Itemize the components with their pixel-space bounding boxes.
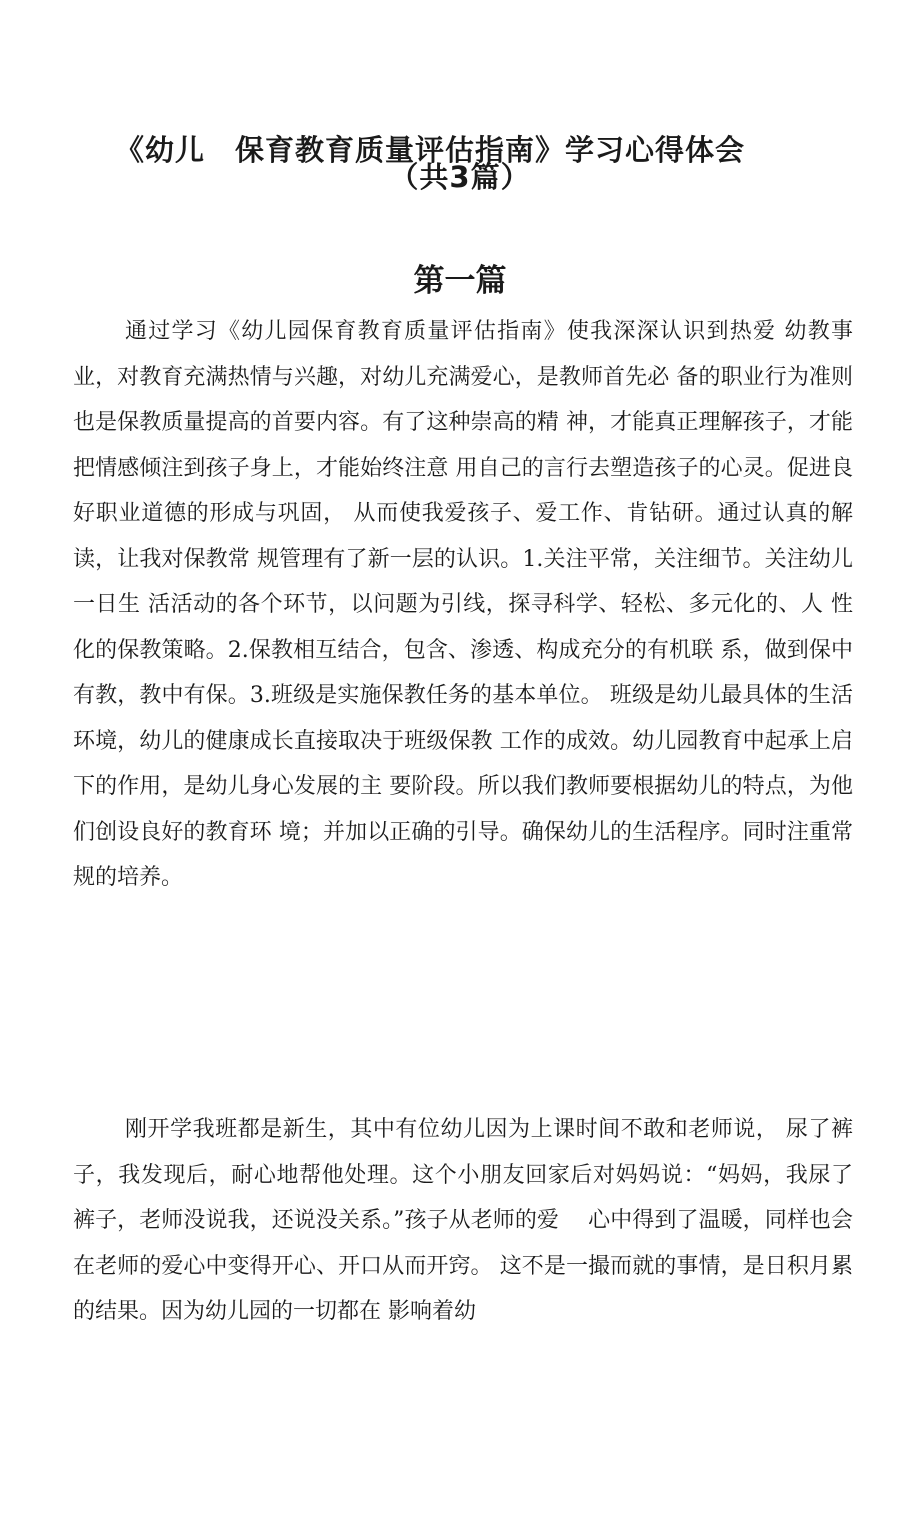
paragraph-1: 通过学习《幼儿园保育教育质量评估指南》使我深深认识到热爱 幼教事业，对教育充满热情与兴趣，对幼儿充满爱心，是教师首先必 备的职业行为准则也是保教质量提高的首要内容。有了这种崇高的精 神，才能真正理解孩子，才能把情感倾注到孩子身上，才能始终注意 用自己的言行去塑造孩子的心灵。促进良好职业道德的形成与巩固， 从而使我爱孩子、爱工作、肯钻研。通过认真的解读，让我对保教常 规管理有了新一层的认识。1.关注平常，关注细节。关注幼儿一日生 活活动的各个环节，以问题为引线，探寻科学、轻松、多元化的、人 性化的保教策略。2.保教相互结合，包含、渗透、构成充分的有机联 系，做到保中有教，教中有保。3.班级是实施保教任务的基本单位。 班级是幼儿最具体的生活环境，幼儿的健康成长直接取决于班级保教 工作的成效。幼儿园教育中起承上启下的作用，是幼儿身心发展的主 要阶段。所以我们教师要根据幼儿的特点，为他们创设良好的教育环 境；并加以正确的引导。确保幼儿的生活程序。同时注重常规的培养。 <box>73 319 853 890</box>
paragraph-2: 刚开学我班都是新生，其中有位幼儿因为上课时间不敢和老师说， 尿了裤子，我发现后，耐心地帮他处理。这个小朋友回家后对妈妈说：“妈妈，我尿了裤子，老师没说我，还说没关系。”孩子从老师的爱 心中得到了温暖，同样也会在老师的爱心中变得开心、开口从而开窍。 这不是一撮而就的事情，是日积月累的结果。因为幼儿园的一切都在 影响着幼 <box>73 1117 853 1324</box>
section-heading: 第一篇 <box>413 263 507 299</box>
document-title-count: （共3篇） <box>389 160 531 194</box>
document-title: 《幼儿 保育教育质量评估指南》学习心得体会 <box>114 133 745 167</box>
